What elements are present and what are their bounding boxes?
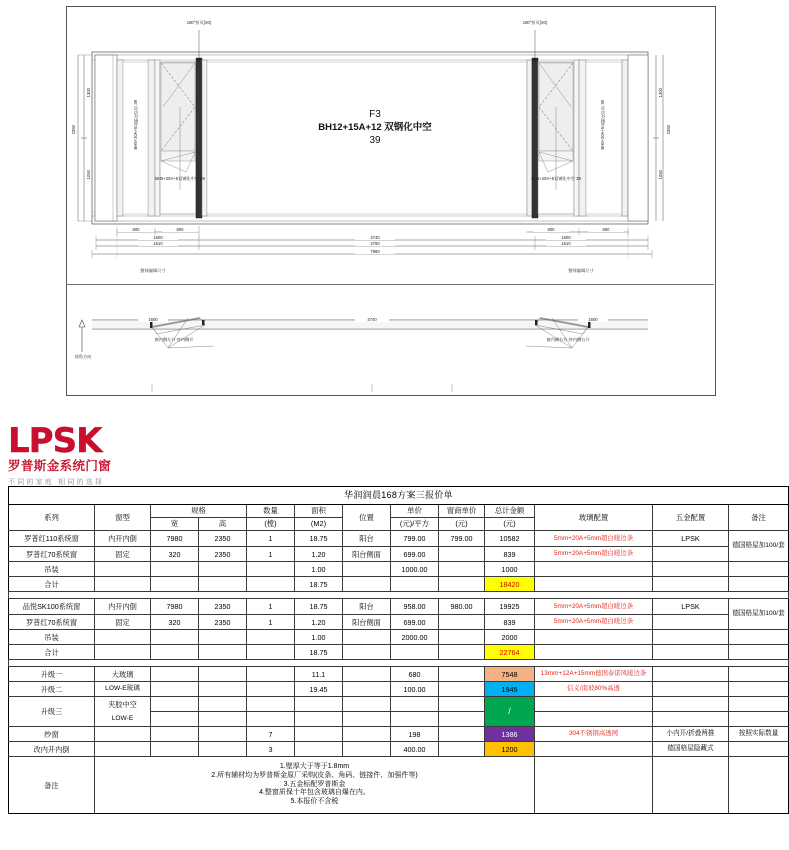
plan-note-left: 窗内侧左开 纱内侧开 [154, 337, 194, 342]
cell-glass [535, 697, 653, 712]
cell-hardware: 小内开/折叠两推 [653, 727, 729, 742]
cell-type [95, 630, 151, 645]
cell-position [343, 562, 391, 577]
cell-type: 内开内倒 [95, 599, 151, 615]
cell-height [199, 682, 247, 697]
th-spec-height: 高 [199, 518, 247, 531]
table-row-remarks [9, 757, 789, 814]
cell-area: 18.75 [295, 531, 343, 547]
remark-line-5: 5.本报价不含税 [290, 798, 339, 806]
th-remark: 备注 [729, 505, 789, 531]
cell-glass [535, 562, 653, 577]
cell-height: 2350 [199, 615, 247, 630]
cell-area [295, 697, 343, 712]
cell-position [343, 727, 391, 742]
cell-total-highlight: 1945 [485, 682, 535, 697]
cell-remark [729, 742, 789, 757]
table-row-upgrade1[interactable] [9, 667, 789, 682]
cell-qty: 1 [247, 615, 295, 630]
th-window-type: 窗型 [95, 505, 151, 531]
cell-remark [729, 682, 789, 697]
dim-vertical-upper-right: 1300 [658, 88, 663, 98]
table-row[interactable] [9, 547, 789, 562]
cell-window-price [439, 630, 485, 645]
cell-hardware [653, 645, 729, 660]
th-spec: 规格 [151, 505, 247, 518]
drawing-spec-line2: BH12+15A+12 双钢化中空 [318, 122, 432, 133]
group-separator [9, 660, 789, 667]
cell-qty [247, 645, 295, 660]
th-hardware: 五金配置 [653, 505, 729, 531]
cell-height [199, 727, 247, 742]
cell-area [295, 742, 343, 757]
table-header-row-1 [9, 505, 789, 518]
cell-width [151, 577, 199, 592]
cell-hardware [653, 697, 729, 712]
cell-remark [729, 667, 789, 682]
table-row[interactable] [9, 599, 789, 615]
remark-line-2: 2.所有辅材均为罗普斯金原厂采购(皮条、角码、链接件、加强件等) [211, 771, 418, 779]
th-glass: 玻璃配置 [535, 505, 653, 531]
cell-upgrade-label: 升级一 [9, 667, 95, 682]
cell-unit-price: 699.00 [391, 615, 439, 630]
cell-qty [247, 667, 295, 682]
cell-height: 2350 [199, 547, 247, 562]
dim-vertical-total: 2350 [71, 125, 76, 135]
cell-series: 罗普红110系统窗 [9, 531, 95, 547]
cell-width: 320 [151, 547, 199, 562]
table-row-upgrade3[interactable] [9, 697, 789, 712]
cell-series: 罗普红70系统窗 [9, 547, 95, 562]
cell-hardware [653, 577, 729, 592]
dim-800-left2: 800 [162, 227, 198, 232]
cell-hardware [653, 630, 729, 645]
cell-upgrade-label: 升级二 [9, 682, 95, 697]
drawing-vector [0, 0, 720, 408]
drawing-spec-title [300, 108, 450, 147]
cell-position: 阳台侧面 [343, 547, 391, 562]
quotation-table-wrap [8, 486, 785, 814]
quotation-table [8, 486, 789, 814]
dim-7980: 7980 [355, 249, 395, 254]
cell-series: 吊装 [9, 630, 95, 645]
cell-glass: 5mm+20A+5mm超白暖边条 [535, 615, 653, 630]
cell-window-price [439, 667, 485, 682]
remark-label: 备注 [9, 757, 95, 814]
cell-height [199, 645, 247, 660]
table-title-row [9, 487, 789, 505]
cell-series: 合计 [9, 577, 95, 592]
dim-1610-left: 1610 [138, 241, 178, 246]
cell-series: 罗普红70系统窗 [9, 615, 95, 630]
remark-line-3: 3.五金标配罗普斯金 [283, 780, 346, 788]
th-series: 系列 [9, 505, 95, 531]
cell-height [199, 577, 247, 592]
cell-remark [729, 645, 789, 660]
cell-series: 品悦SK100系统窗 [9, 599, 95, 615]
dim-vertical-lower-right: 1050 [658, 170, 663, 180]
cell-area: 18.75 [295, 645, 343, 660]
dim-vertical-total-right: 2350 [666, 125, 671, 135]
dim-4760: 4760 [355, 241, 395, 246]
cell-hardware [653, 615, 729, 630]
company-logo [8, 421, 178, 486]
cell-width [151, 727, 199, 742]
cell-upgrade-type-line1: 夹胶中空 [95, 697, 151, 712]
cell-area [295, 727, 343, 742]
cell-position [343, 697, 391, 712]
cell-hardware [653, 667, 729, 682]
foot-note-left: 整体编辑尺寸 [140, 268, 166, 273]
th-area: 面积 [295, 505, 343, 518]
cell-qty [247, 697, 295, 712]
cell-area: 1.00 [295, 630, 343, 645]
cell-glass [535, 577, 653, 592]
cell-window-price [439, 697, 485, 712]
table-row-total[interactable] [9, 645, 789, 660]
cell-width [151, 630, 199, 645]
cell-unit-price: 198 [391, 727, 439, 742]
drawing-spec-line3: 39 [369, 135, 381, 146]
cell-remark [729, 697, 789, 712]
cell-unit-price: 100.00 [391, 682, 439, 697]
cell-glass [535, 742, 653, 757]
cell-total: 19925 [485, 599, 535, 615]
cell-qty: 7 [247, 727, 295, 742]
cell-window-price [439, 615, 485, 630]
cell-glass: 13mm+12A+15mm德国泰诺风暖边条 [535, 667, 653, 682]
cell-unit-price: 1000.00 [391, 562, 439, 577]
cell-remark [729, 630, 789, 645]
logo-subtitle: 罗普斯金系统门窗 [8, 459, 112, 473]
table-title: 华润润晨168方案三报价单 [9, 487, 789, 505]
cell-unit-price [391, 645, 439, 660]
cell-width [151, 742, 199, 757]
cell-hardware: LPSK [653, 599, 729, 615]
plan-note-right: 窗内侧右开 纱内侧右开 [546, 337, 590, 342]
cell-qty [247, 630, 295, 645]
cell-type [95, 727, 151, 742]
cell-qty [247, 562, 295, 577]
cell-area: 18.75 [295, 577, 343, 592]
th-qty: 数量 [247, 505, 295, 518]
cell-unit-price: 958.00 [391, 599, 439, 615]
cell-hardware [653, 682, 729, 697]
cell-width [151, 667, 199, 682]
cell-window-price [439, 547, 485, 562]
cell-hardware [653, 712, 729, 727]
table-row-convert[interactable] [9, 742, 789, 757]
th-area-unit: (M2) [295, 518, 343, 531]
th-total-unit: (元) [485, 518, 535, 531]
cell-glass: 5mm+20A+5mm超白暖边条 [535, 547, 653, 562]
table-row[interactable] [9, 531, 789, 547]
cell-width [151, 682, 199, 697]
th-window-price-unit: (元) [439, 518, 485, 531]
table-row-screen[interactable] [9, 727, 789, 742]
cell-width [151, 697, 199, 712]
cell-total-highlight: 1386 [485, 727, 535, 742]
cell-type [95, 577, 151, 592]
cell-position [343, 577, 391, 592]
cell-qty: 1 [247, 531, 295, 547]
remark-filler-hardware [653, 757, 729, 814]
remark-line-4: 4.整窗质保十年包含玻璃自爆在内。 [259, 789, 370, 797]
cell-position: 阳台 [343, 531, 391, 547]
cell-window-price: 980.00 [439, 599, 485, 615]
panel-label-right: BH5+20A+5双钢化中空 39 [600, 100, 605, 150]
drawing-spec-line1: F3 [369, 109, 381, 120]
cell-total: 839 [485, 615, 535, 630]
cell-window-price [439, 645, 485, 660]
plan-dim-mid: 4740 [355, 317, 389, 322]
table-row[interactable] [9, 630, 789, 645]
cell-item-label: 改内开内倒 [9, 742, 95, 757]
cell-width: 7980 [151, 599, 199, 615]
foot-note-right: 整体编辑尺寸 [568, 268, 594, 273]
cell-qty [247, 682, 295, 697]
cell-type: 固定 [95, 615, 151, 630]
cell-glass: 信义/南玻80%高透 [535, 682, 653, 697]
cell-window-price [439, 712, 485, 727]
cell-remark [729, 712, 789, 727]
cell-qty [247, 712, 295, 727]
dim-800-right2: 800 [588, 227, 624, 232]
cell-unit-price [391, 712, 439, 727]
cell-position [343, 712, 391, 727]
logo-tagline: 不同的家庭 相同的选择 [8, 479, 105, 486]
cell-window-price: 799.00 [439, 531, 485, 547]
plan-dim-right: 1600 [578, 317, 608, 322]
cell-glass: 5mm+20A+5mm超白暖边条 [535, 531, 653, 547]
dim-1610-right: 1610 [546, 241, 586, 246]
cell-qty [247, 577, 295, 592]
plan-dim-left: 1600 [138, 317, 168, 322]
dim-800-left: 800 [118, 227, 154, 232]
sash-label-left: BH5+20A+5双钢化中空 39 [155, 176, 205, 181]
group-separator-cell [9, 660, 789, 667]
cell-position [343, 742, 391, 757]
cell-width: 7980 [151, 531, 199, 547]
cell-width [151, 645, 199, 660]
cell-width: 320 [151, 615, 199, 630]
panel-label-left: BH5+20A+5双钢化中空 39 [133, 100, 138, 150]
cell-type [95, 562, 151, 577]
dim-1600-left: 1600 [138, 235, 178, 240]
cell-total: 839 [485, 547, 535, 562]
group-separator-cell [9, 592, 789, 599]
cell-position: 阳台 [343, 599, 391, 615]
cell-unit-price [391, 697, 439, 712]
cell-hardware: LPSK [653, 531, 729, 547]
dim-vertical-lower: 1050 [86, 170, 91, 180]
cell-total-highlight: 22764 [485, 645, 535, 660]
cell-area: 19.45 [295, 682, 343, 697]
cell-width [151, 562, 199, 577]
cell-window-price [439, 562, 485, 577]
cell-area: 1.00 [295, 562, 343, 577]
cell-position [343, 682, 391, 697]
th-window-price: 窗商单价 [439, 505, 485, 518]
cell-unit-price: 400.00 [391, 742, 439, 757]
cell-window-price [439, 727, 485, 742]
cell-position [343, 667, 391, 682]
remark-filler-remark [729, 757, 789, 814]
th-unit-price-unit: (元)/平方 [391, 518, 439, 531]
cell-total-highlight: 7548 [485, 667, 535, 682]
th-unit-price: 单价 [391, 505, 439, 518]
hinge-label-right: 180°折页(20) [522, 20, 548, 25]
cell-total: 10582 [485, 531, 535, 547]
cell-series: 吊装 [9, 562, 95, 577]
cell-height [199, 712, 247, 727]
cell-remark: 德国格屋加100/套 [729, 599, 789, 630]
cell-remark: 德国格屋加100/套 [729, 531, 789, 562]
dim-vertical-upper: 1300 [86, 88, 91, 98]
cell-height [199, 630, 247, 645]
cell-total-highlight: / [485, 697, 535, 727]
hinge-label-left: 180°折页(20) [186, 20, 212, 25]
cell-type: 内开内倒 [95, 531, 151, 547]
th-qty-unit: (樘) [247, 518, 295, 531]
view-direction-label: 视角方向 [74, 354, 92, 359]
cell-width [151, 712, 199, 727]
cell-upgrade-type: 大玻璃 [95, 667, 151, 682]
group-separator [9, 592, 789, 599]
cell-unit-price: 2000.00 [391, 630, 439, 645]
table-row[interactable] [9, 562, 789, 577]
dim-4740: 4740 [355, 235, 395, 240]
sash-label-right: BH5+20A+5双钢化中空 39 [531, 176, 581, 181]
dim-800-right: 800 [533, 227, 569, 232]
cell-glass: 304不锈钢高透网 [535, 727, 653, 742]
cell-item-label: 纱窗 [9, 727, 95, 742]
cell-remark [729, 577, 789, 592]
cell-qty: 3 [247, 742, 295, 757]
cell-glass [535, 630, 653, 645]
cell-height [199, 742, 247, 757]
cell-unit-price: 699.00 [391, 547, 439, 562]
cell-area [295, 712, 343, 727]
cell-unit-price [391, 577, 439, 592]
cell-glass [535, 645, 653, 660]
cell-height: 2350 [199, 599, 247, 615]
th-total: 总计金额 [485, 505, 535, 518]
cell-total: 1000 [485, 562, 535, 577]
logo-wordmark: LPSK [8, 421, 102, 461]
cell-remark: 按照实际数量 [729, 727, 789, 742]
cell-qty: 1 [247, 547, 295, 562]
cell-type [95, 645, 151, 660]
cell-height [199, 667, 247, 682]
cell-hardware [653, 562, 729, 577]
remark-content [95, 757, 535, 814]
cell-total-highlight: 18420 [485, 577, 535, 592]
th-position: 位置 [343, 505, 391, 531]
remark-filler-glass [535, 757, 653, 814]
cell-area: 18.75 [295, 599, 343, 615]
cell-area: 1.20 [295, 615, 343, 630]
cell-remark [729, 562, 789, 577]
cell-height: 2350 [199, 531, 247, 547]
cell-position: 阳台侧面 [343, 615, 391, 630]
cell-series: 合计 [9, 645, 95, 660]
table-row-upgrade3-b[interactable] [9, 712, 789, 727]
cell-type: 固定 [95, 547, 151, 562]
cell-upgrade-type-line2: LOW-E [95, 712, 151, 727]
table-row-upgrade2[interactable] [9, 682, 789, 697]
cell-height [199, 697, 247, 712]
cell-window-price [439, 682, 485, 697]
cell-hardware: 德国格屋隐藏式 [653, 742, 729, 757]
cell-position [343, 630, 391, 645]
technical-drawing [0, 0, 720, 408]
dim-1600-right: 1600 [546, 235, 586, 240]
table-row-total[interactable] [9, 577, 789, 592]
th-spec-width: 宽 [151, 518, 199, 531]
cell-unit-price: 680 [391, 667, 439, 682]
cell-unit-price: 799.00 [391, 531, 439, 547]
cell-qty: 1 [247, 599, 295, 615]
remark-line-1: 1.壁厚大于等于1.8mm [279, 763, 350, 771]
cell-position [343, 645, 391, 660]
cell-upgrade-label: 升级三 [9, 697, 95, 727]
cell-area: 1.20 [295, 547, 343, 562]
cell-window-price [439, 577, 485, 592]
cell-total: 2000 [485, 630, 535, 645]
cell-type [95, 742, 151, 757]
cell-hardware [653, 547, 729, 562]
cell-glass [535, 712, 653, 727]
cell-height [199, 562, 247, 577]
cell-total-highlight: 1200 [485, 742, 535, 757]
cell-window-price [439, 742, 485, 757]
table-row[interactable] [9, 615, 789, 630]
cell-glass: 5mm+20A+5mm超白暖边条 [535, 599, 653, 615]
cell-area: 11.1 [295, 667, 343, 682]
cell-upgrade-type: LOW-E玻璃 [95, 682, 151, 697]
